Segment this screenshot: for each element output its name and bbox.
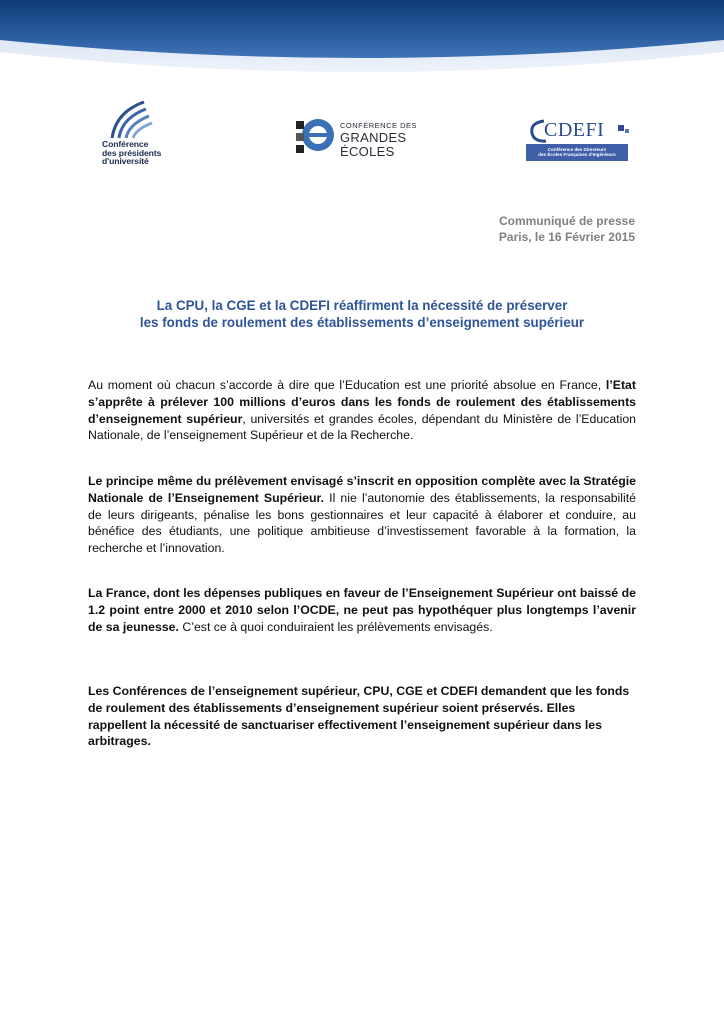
- doc-type: Communiqué de presse: [498, 214, 635, 228]
- headline: [88, 297, 636, 331]
- cpu-arcs-icon: [102, 98, 162, 142]
- press-release-dateline: [499, 213, 635, 245]
- cge-logo: CONFÉRENCE DES GRANDES ÉCOLES: [294, 113, 434, 163]
- cdefi-tagline-box: Conférence des Directeurs des Écoles Françaises d'Ingénieurs: [526, 144, 628, 161]
- headline-line-2: les fonds de roulement des établissements d’enseignement supérieur: [139, 315, 585, 330]
- headline-line-1: La CPU, la CGE et la CDEFI réaffirment la nécessité de préserver: [156, 298, 568, 313]
- banner-wave: [0, 0, 724, 90]
- paragraph-2: Le principe même du prélèvement envisagé s’inscrit en opposition complète avec la Stratégie Nationale de l’Enseignement Supérieur. Il nie l’autonomie des établissements, la responsabilité de leurs dirigeants, pénalise les bons gestionnaires et leur capacité à élaborer et conduire, au bénéfice des étudiants, une politique ambitieuse d’investissement favorable à la formation, la recherche et l’innovation.: [88, 474, 636, 556]
- cge-emblem-icon: [294, 113, 338, 157]
- cpu-logo: [88, 98, 208, 170]
- logos-row: [0, 95, 724, 175]
- paragraph-4: Les Conférences de l’enseignement supérieur, CPU, CGE et CDEFI demandent que les fonds de roulement des établissements d’enseignement supérieur soient préservés. Elles rappellent la nécessité de sanctuariser effectivement l’enseignement supérieur dans les arbitrages.: [88, 684, 630, 749]
- top-banner: [0, 0, 724, 90]
- paragraph-1: Au moment où chacun s’accorde à dire que l’Education est une priorité absolue en France, l’Etat s’apprête à prélever 100 millions d’euros dans les fonds de roulement des établissements d’enseignement supérieur, universités et grandes écoles, dépendant du Ministère de l’Education Nationale, de l’enseignement Supérieur et de la Recherche.: [88, 378, 636, 443]
- cpu-logo-text: Conférence des présidents d'université: [102, 139, 162, 167]
- place-date: Paris, le 16 Février 2015: [498, 230, 635, 244]
- cdefi-logo: CDEFI Conférence des Directeurs des Écoles Françaises d'Ingénieurs: [526, 117, 636, 167]
- paragraph-3: La France, dont les dépenses publiques en faveur de l’Enseignement Supérieur ont baissé de 1.2 point entre 2000 et 2010 selon l’OCDE, ne peut pas hypothéquer plus longtemps l’avenir de sa jeunesse. C’est ce à quoi conduiraient les prélèvements envisagés.: [88, 586, 636, 634]
